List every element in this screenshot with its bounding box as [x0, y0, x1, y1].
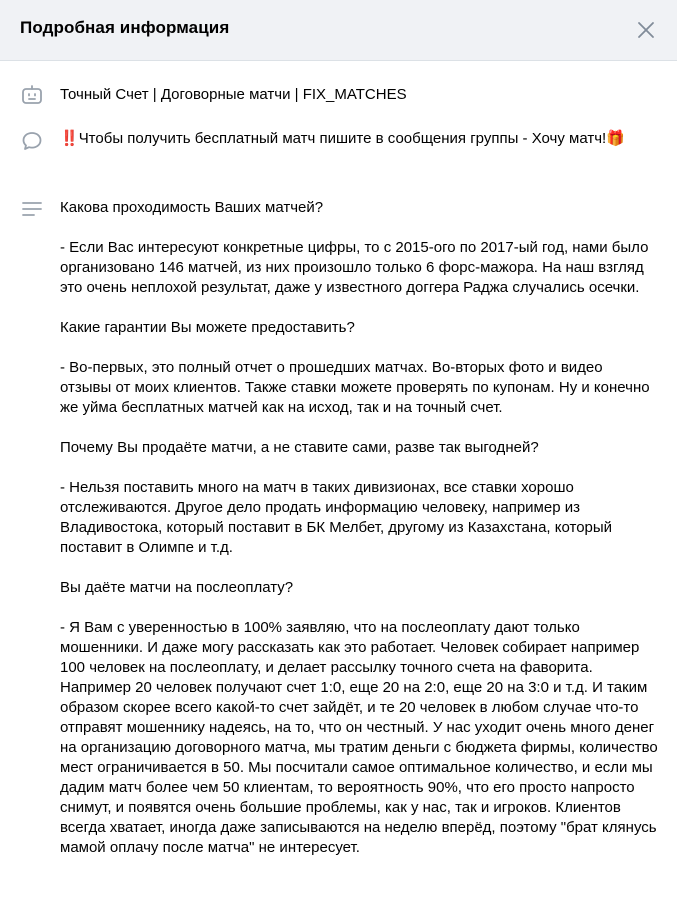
close-icon[interactable]	[635, 19, 657, 41]
faq-answer-3: - Нельзя поставить много на матч в таких дивизионах, все ставки хорошо отслеживаются. Другое дело продать информацию человеку, например из Владивостока, который поставит в БК Мелбет, другому из Казахстана, который поставит в Олимпе и т.д.	[60, 479, 613, 556]
faq-answer-2: - Во-первых, это полный отчет о прошедших матчах. Во-вторых фото и видео отзывы от моих клиентов. Также ставки можете проверять по купонам. Ну и конечно же уйма бесплатных матчей как на исход, так и на точный счет.	[60, 359, 650, 416]
faq-question-1: Какова проходимость Ваших матчей?	[60, 199, 324, 216]
info-row-name	[0, 82, 677, 108]
status-text	[60, 129, 660, 149]
faq-answer-4: - Я Вам с уверенностью в 100% заявляю, что на послеоплату дают только мошенники. И даже могу рассказать как это работает. Человек собирает например 100 человек на послеоплату, и делает рассылку точного счета на фаворита. Например 20 человек получают счет 1:0, еще 20 на 2:0, еще 20 на 3:0 и т.д. И таким образом скорее всего какой-то счет зайдёт, и те 20 человек в любом случае что-то отправят мошеннику надеясь, на то, что он честный. У нас уходит очень много денег на организацию договорного матча, мы тратим деньги с бюджета фирмы, количество мест ограничивается в 50. Мы посчитали самое оптимальное количество, и если мы дадим матч более чем 50 клиентам, то вероятность 90%, что его просто напросто снимут, и появятся очень большие проблемы, как у нас, так и игроков. Клиентов всегда хватает, иногда даже записываются на неделю вперёд, поэтому "брат клянусь мамой оплачу после матча" не интересует.	[60, 619, 658, 856]
info-row-description	[0, 196, 677, 896]
faq-question-2: Какие гарантии Вы можете предоставить?	[60, 319, 355, 336]
group-name-text: Точный Счет | Договорные матчи | FIX_MATCHES	[60, 86, 407, 103]
text-lines-icon	[20, 197, 44, 221]
faq-question-3: Почему Вы продаёте матчи, а не ставите сами, разве так выгодней?	[60, 439, 539, 456]
double-exclamation-emoji: ‼️	[60, 130, 79, 147]
description-text	[60, 198, 658, 858]
faq-question-4: Вы даёте матчи на послеоплату?	[60, 579, 294, 596]
modal-title: Подробная информация	[20, 18, 230, 37]
status-message: Чтобы получить бесплатный матч пишите в сообщения группы - Хочу матч!	[78, 130, 607, 147]
gift-emoji: 🎁	[606, 130, 625, 147]
info-row-status	[0, 128, 677, 172]
bot-icon	[20, 83, 44, 107]
modal-header	[0, 0, 677, 61]
message-bubble-icon	[20, 129, 44, 153]
faq-answer-1: - Если Вас интересуют конкретные цифры, то с 2015-ого по 2017-ый год, нами было организовано 146 матчей, из них произошло только 6 форс-мажора. На наш взгляд это очень неплохой результат, даже у известного доггера Раджа случались осечки.	[60, 239, 649, 296]
